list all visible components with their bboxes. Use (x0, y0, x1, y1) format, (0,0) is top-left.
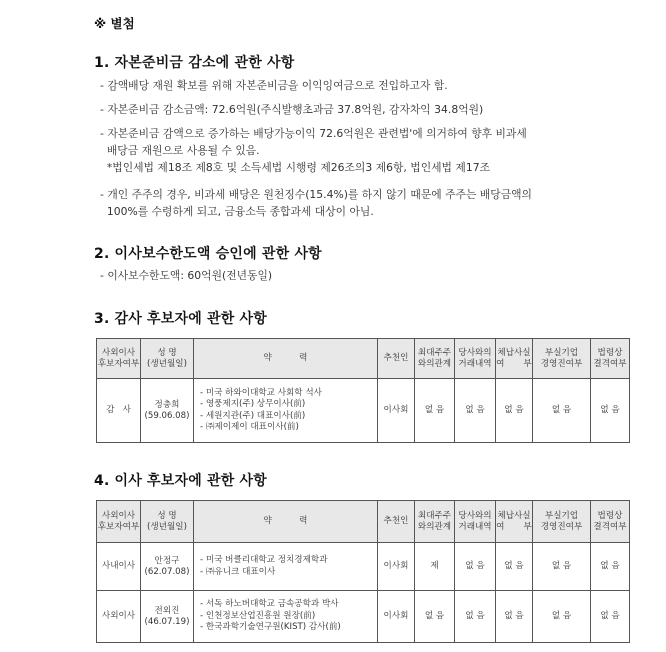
cell-insolvent: 없 음 (533, 543, 591, 591)
cell-insolvent: 없 음 (533, 379, 591, 443)
cell-disqualify: 없 음 (591, 379, 630, 443)
cell-recommender: 이사회 (378, 591, 415, 643)
cell-transactions: 없 음 (455, 379, 496, 443)
header-type: 사외이사 후보자여부 (97, 339, 141, 379)
section1-title: 1. 자본준비금 감소에 관한 사항 (94, 55, 295, 71)
section1-bullet: - 개인 주주의 경우, 비과세 배당은 원천징수(15.4%)를 하지 않기 때문에 주주는 배당금액의 (100, 188, 532, 201)
cell-type: 사외이사 (97, 591, 141, 643)
attachment-title: ※ 별첨 (94, 16, 135, 31)
cell-relation: 없 음 (415, 379, 455, 443)
cell-disqualify: 없 음 (591, 591, 630, 643)
section4-title: 4. 이사 후보자에 관한 사항 (94, 473, 267, 489)
header-disqualify: 법령상 결격여부 (591, 339, 630, 379)
section2-title: 2. 이사보수한도액 승인에 관한 사항 (94, 246, 322, 262)
header-recommender: 추천인 (378, 501, 415, 543)
cell-career: - 미국 하와이대학교 사회학 석사 - 영풍제지(주) 상무이사(前) - 세원지관(주) 대표이사(前) - ㈜제이제이 대표이사(前) (194, 379, 378, 443)
header-name: 성 명 (생년월일) (141, 501, 194, 543)
header-name: 성 명 (생년월일) (141, 339, 194, 379)
cell-career: - 미국 버클리대학교 정치경제학과 - ㈜유니크 대표이사 (194, 543, 378, 591)
cell-delinquency: 없 음 (496, 379, 533, 443)
header-insolvent: 부실기업 경영진여부 (533, 339, 591, 379)
cell-disqualify: 없 음 (591, 543, 630, 591)
cell-name: 전외진 (46.07.19) (141, 591, 194, 643)
header-career: 약 력 (194, 339, 378, 379)
cell-name: 안정구 (62.07.08) (141, 543, 194, 591)
section1-bullet: 배당금 재원으로 사용될 수 있음. (100, 144, 260, 157)
header-type: 사외이사 후보자여부 (97, 501, 141, 543)
header-transactions: 당사와의 거래내역 (455, 339, 496, 379)
table-row (97, 591, 630, 643)
cell-delinquency: 없 음 (496, 591, 533, 643)
section3-title: 3. 감사 후보자에 관한 사항 (94, 311, 267, 327)
director-candidate-table (96, 500, 630, 643)
section1-bullet: - 자본준비금 감액으로 증가하는 배당가능이익 72.6억원은 관련법'에 의거하여 향후 비과세 (100, 127, 527, 140)
cell-relation: 제 (415, 543, 455, 591)
section1-footnote: *법인세법 제18조 제8호 및 소득세법 시행령 제26조의3 제6항, 법인세법 제17조 (100, 161, 491, 174)
section1-bullet: - 감액배당 재원 확보를 위해 자본준비금을 이익잉여금으로 전입하고자 함. (100, 79, 448, 92)
header-career: 약 력 (194, 501, 378, 543)
cell-name: 정충희 (59.06.08) (141, 379, 194, 443)
header-relation: 최대주주 와의관계 (415, 501, 455, 543)
header-insolvent: 부실기업 경영진여부 (533, 501, 591, 543)
cell-delinquency: 없 음 (496, 543, 533, 591)
section2-bullet: - 이사보수한도액: 60억원(전년동일) (100, 269, 273, 282)
cell-relation: 없 음 (415, 591, 455, 643)
table-header-row (97, 339, 630, 379)
header-recommender: 추천인 (378, 339, 415, 379)
header-delinquency: 체납사실 여 부 (496, 339, 533, 379)
header-delinquency: 체납사실 여 부 (496, 501, 533, 543)
cell-transactions: 없 음 (455, 543, 496, 591)
cell-recommender: 이사회 (378, 543, 415, 591)
header-relation: 최대주주 와의관계 (415, 339, 455, 379)
table-row (97, 543, 630, 591)
header-disqualify: 법령상 결격여부 (591, 501, 630, 543)
section1-bullet: - 자본준비금 감소금액: 72.6억원(주식발행초과금 37.8억원, 감자차익 34.8억원) (100, 103, 484, 116)
cell-type: 감 사 (97, 379, 141, 443)
section1-bullet: 100%를 수령하게 되고, 금융소득 종합과세 대상이 아님. (100, 205, 374, 218)
auditor-candidate-table (96, 338, 630, 443)
table-header-row (97, 501, 630, 543)
cell-type: 사내이사 (97, 543, 141, 591)
header-transactions: 당사와의 거래내역 (455, 501, 496, 543)
cell-career: - 서독 하노버대학교 금속공학과 박사 - 인천정보산업진흥원 원장(前) - 한국과학기술연구원(KIST) 감사(前) (194, 591, 378, 643)
cell-transactions: 없 음 (455, 591, 496, 643)
cell-recommender: 이사회 (378, 379, 415, 443)
cell-insolvent: 없 음 (533, 591, 591, 643)
table-row (97, 379, 630, 443)
